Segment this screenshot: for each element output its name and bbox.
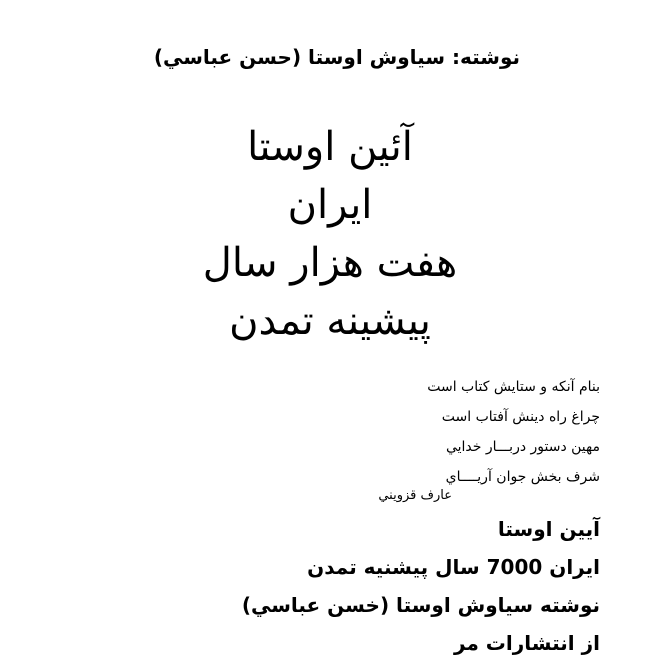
poem-line-2: چراغ راه دينش آفتاب است [441,409,600,425]
info-line-4: از انتشارات مر [454,631,600,655]
poem-line-3: مهين دستور دربـــار خدايي [445,439,600,455]
poem-line-1: بنام آنکه و ستايش کتاب است [427,379,600,395]
title-line-4: پيشينه تمدن [229,298,431,344]
title-line-2: ايران [287,182,373,228]
poem-line-4: شرف بخش جوان آريــــاي [445,469,600,485]
publication-info [220,512,600,664]
poem-verse [300,376,600,496]
title-line-1: آئين اوستا [247,124,413,170]
title-block [120,118,540,350]
info-line-3: نوشته سياوش اوستا (خسن عباسي) [241,593,600,617]
author-line: نوشته: سياوش اوستا (حسن عباسي) [153,45,520,69]
poem-poet: عارف قزويني [378,488,452,503]
info-line-1: آيين اوستا [497,517,600,541]
info-line-2: ايران 7000 سال پيشنيه تمدن [307,555,600,579]
title-line-3: هفت هزار سال [202,240,458,286]
